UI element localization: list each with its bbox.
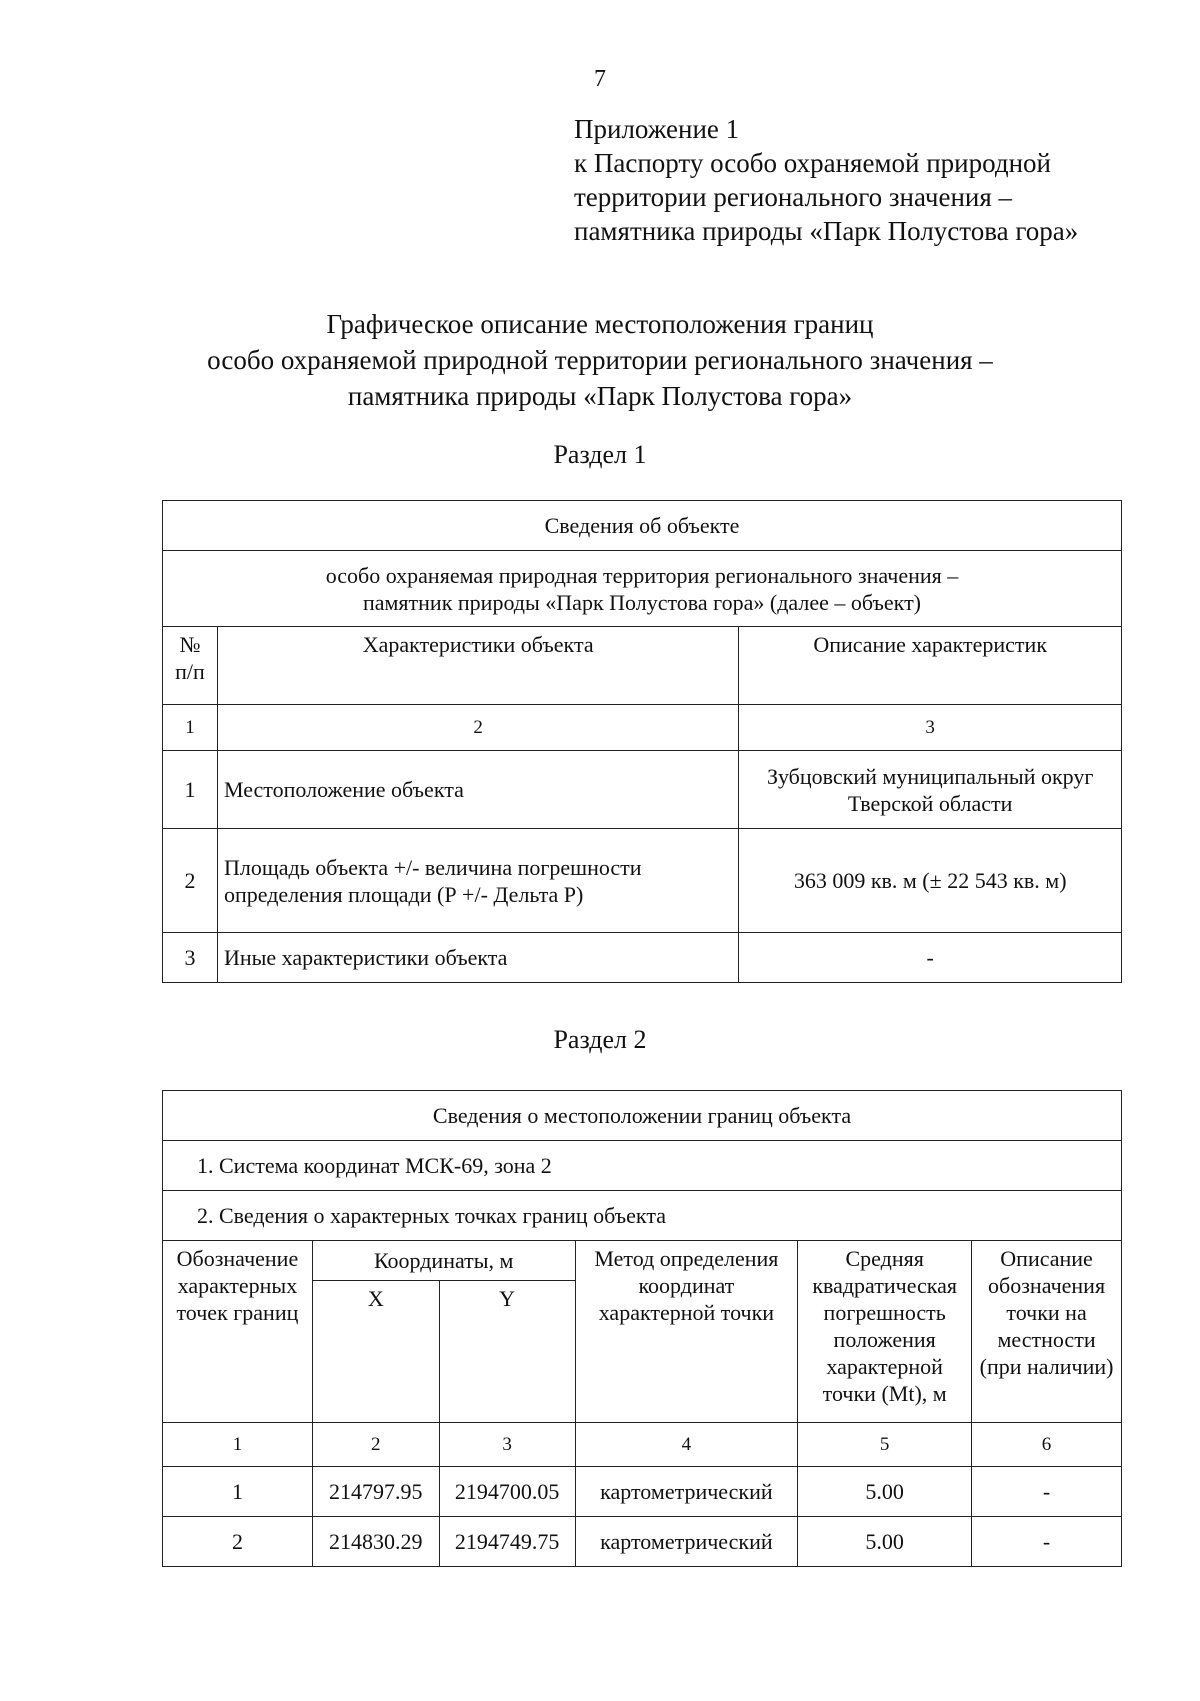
row-description: - <box>739 933 1122 983</box>
appendix-note <box>574 112 1078 248</box>
row-description: Зубцовский муниципальный округ Тверской области <box>739 751 1122 829</box>
row-number: 1 <box>163 751 218 829</box>
point-x: 214830.29 <box>312 1517 439 1567</box>
col-header-description: Описание характеристик <box>739 627 1122 705</box>
col-number: 3 <box>439 1423 575 1467</box>
point-description: - <box>972 1517 1122 1567</box>
row-description: 363 009 кв. м (± 22 543 кв. м) <box>739 829 1122 933</box>
appendix-line: к Паспорту особо охраняемой природной <box>574 148 1051 178</box>
col-header-point-description: Описание обозначения точки на местности (при наличии) <box>972 1241 1122 1423</box>
col-header-number: № п/п <box>163 627 218 705</box>
col-number: 4 <box>575 1423 798 1467</box>
appendix-line: памятника природы «Парк Полустова гора» <box>574 216 1079 246</box>
appendix-line: территории регионального значения – <box>574 182 1013 212</box>
table-row <box>163 1517 1122 1567</box>
boundary-points-table <box>162 1090 1122 1567</box>
object-line: особо охраняемая природная территория регионального значения – <box>325 562 959 588</box>
col-number: 2 <box>217 705 738 751</box>
col-header-designation: Обозначение характерных точек границ <box>163 1241 313 1423</box>
table-title: Сведения об объекте <box>163 501 1122 551</box>
row-characteristic: Площадь объекта +/- величина погрешности определения площади (Р +/- Дельта Р) <box>217 829 738 933</box>
point-y: 2194700.05 <box>439 1467 575 1517</box>
col-number: 3 <box>739 705 1122 751</box>
page-number: 7 <box>594 66 606 92</box>
section2-heading: Раздел 2 <box>553 1025 647 1054</box>
document-title <box>0 306 1200 414</box>
col-header-y: Y <box>439 1281 575 1423</box>
col-number: 5 <box>798 1423 972 1467</box>
object-line: памятник природы «Парк Полустова гора» (далее – объект) <box>362 589 922 615</box>
title-line: Графическое описание местоположения границ <box>326 309 874 339</box>
coordinate-system: 1. Система координат МСК-69, зона 2 <box>163 1141 1122 1191</box>
table-row <box>163 933 1122 983</box>
col-header-error: Средняя квадратическая погрешность положения характерной точки (Mt), м <box>798 1241 972 1423</box>
row-characteristic: Иные характеристики объекта <box>217 933 738 983</box>
row-number: 2 <box>163 829 218 933</box>
point-error: 5.00 <box>798 1467 972 1517</box>
object-info-table <box>162 500 1122 983</box>
point-method: картометрический <box>575 1467 798 1517</box>
table-row <box>163 829 1122 933</box>
col-number: 1 <box>163 705 218 751</box>
table-row <box>163 751 1122 829</box>
col-header-x: X <box>312 1281 439 1423</box>
col-number: 2 <box>312 1423 439 1467</box>
title-line: особо охраняемой природной территории регионального значения – <box>207 345 993 375</box>
point-id: 1 <box>163 1467 313 1517</box>
object-name <box>163 551 1122 627</box>
section1-heading: Раздел 1 <box>553 440 647 469</box>
row-number: 3 <box>163 933 218 983</box>
row-characteristic: Местоположение объекта <box>217 751 738 829</box>
point-id: 2 <box>163 1517 313 1567</box>
point-description: - <box>972 1467 1122 1517</box>
table-title: Сведения о местоположении границ объекта <box>163 1091 1122 1141</box>
point-method: картометрический <box>575 1517 798 1567</box>
col-header-method: Метод определения координат характерной точки <box>575 1241 798 1423</box>
appendix-line: Приложение 1 <box>574 114 740 144</box>
points-header: 2. Сведения о характерных точках границ объекта <box>163 1191 1122 1241</box>
col-header-coords: Координаты, м <box>312 1241 575 1281</box>
point-x: 214797.95 <box>312 1467 439 1517</box>
col-number: 1 <box>163 1423 313 1467</box>
title-line: памятника природы «Парк Полустова гора» <box>347 381 853 411</box>
point-y: 2194749.75 <box>439 1517 575 1567</box>
point-error: 5.00 <box>798 1517 972 1567</box>
col-header-characteristic: Характеристики объекта <box>217 627 738 705</box>
col-number: 6 <box>972 1423 1122 1467</box>
table-row <box>163 1467 1122 1517</box>
